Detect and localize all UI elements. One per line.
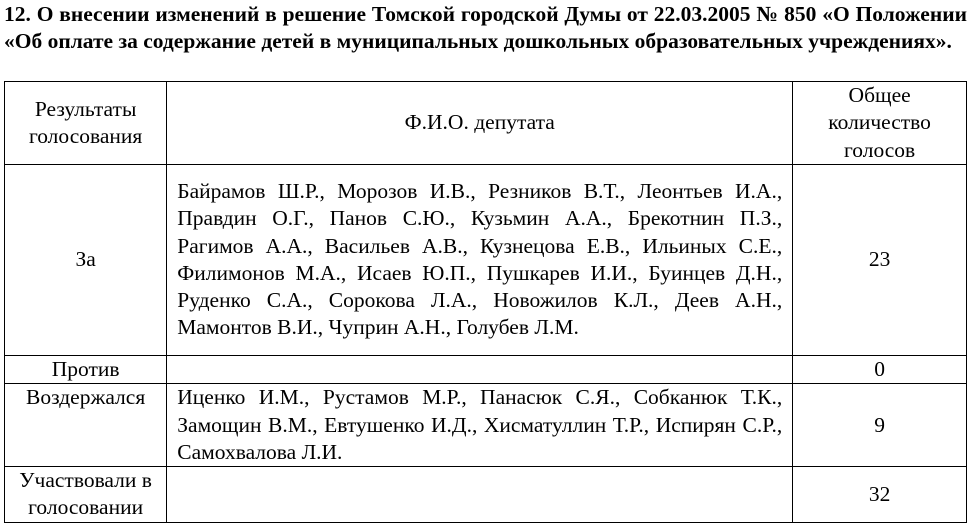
result-label: Участвовали в голосовании	[5, 467, 167, 523]
table-header-row	[5, 82, 967, 165]
header-deputy-name: Ф.И.О. депутата	[167, 82, 793, 165]
deputies-list: Иценко И.М., Рустамов М.Р., Панасюк С.Я., Собканюк Т.К., Замощин В.М., Евтушенко И.Д., Хисматуллин Т.Р., Испирян С.Р., Самохвалова Л.И.	[167, 384, 793, 467]
vote-count: 9	[793, 384, 967, 467]
deputies-list	[167, 467, 793, 523]
vote-count: 0	[793, 355, 967, 383]
header-total-votes: Общее количество голосов	[793, 82, 967, 165]
table-row-against	[5, 355, 967, 383]
result-label: Против	[5, 355, 167, 383]
result-label: За	[5, 164, 167, 355]
deputies-list: Байрамов Ш.Р., Морозов И.В., Резников В.Т., Леонтьев И.А., Правдин О.Г., Панов С.Ю., Кузьмин А.А., Брекотнин П.З., Рагимов А.А., Васильев А.В., Кузнецова Е.В., Ильиных С.Е., Филимонов М.А., Исаев Ю.П., Пушкарев И.И., Буинцев Д.Н., Руденко С.А., Сорокова Л.А., Новожилов К.Л., Деев А.Н., Мамонтов В.И., Чуприн А.Н., Голубев Л.М.	[167, 164, 793, 355]
vote-count: 32	[793, 467, 967, 523]
header-voting-results: Результаты голосования	[5, 82, 167, 165]
deputies-list	[167, 355, 793, 383]
table-row-participated	[5, 467, 967, 523]
voting-results-table	[4, 81, 967, 523]
result-label: Воздержался	[5, 384, 167, 467]
table-row-for	[5, 164, 967, 355]
agenda-item-heading: 12. О внесении изменений в решение Томской городской Думы от 22.03.2005 № 850 «О Положении «Об оплате за содержание детей в муниципальных дошкольных образовательных учреждениях».	[4, 2, 967, 53]
vote-count: 23	[793, 164, 967, 355]
table-row-abstained	[5, 384, 967, 467]
